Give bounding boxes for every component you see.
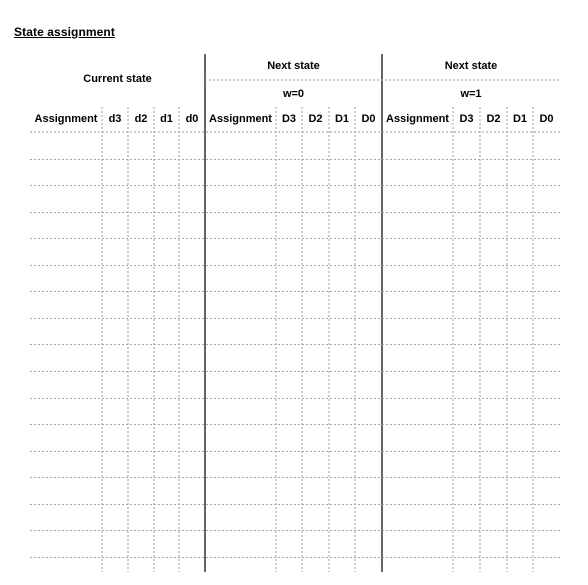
column-header-4: d0 — [185, 113, 199, 125]
column-header-1: d3 — [108, 113, 122, 125]
current-state-header: Current state — [83, 73, 152, 85]
column-header-10: Assignment — [386, 113, 449, 125]
page-title: State assignment — [14, 25, 115, 39]
column-header-8: D1 — [334, 113, 350, 125]
column-header-11: D3 — [459, 113, 474, 125]
w1-label: w=1 — [460, 88, 482, 100]
column-header-5: Assignment — [209, 113, 272, 125]
next-state-w0-header: Next state — [267, 60, 320, 72]
column-header-2: d2 — [134, 113, 148, 125]
column-header-9: D0 — [361, 113, 376, 125]
column-header-3: d1 — [160, 113, 173, 125]
column-header-14: D0 — [539, 113, 554, 125]
column-header-0: Assignment — [34, 113, 98, 125]
column-header-12: D2 — [486, 113, 501, 125]
column-header-7: D2 — [308, 113, 323, 125]
column-header-6: D3 — [281, 113, 297, 125]
column-header-13: D1 — [512, 113, 528, 125]
next-state-w1-header: Next state — [444, 60, 498, 72]
w0-label: w=0 — [282, 88, 305, 100]
